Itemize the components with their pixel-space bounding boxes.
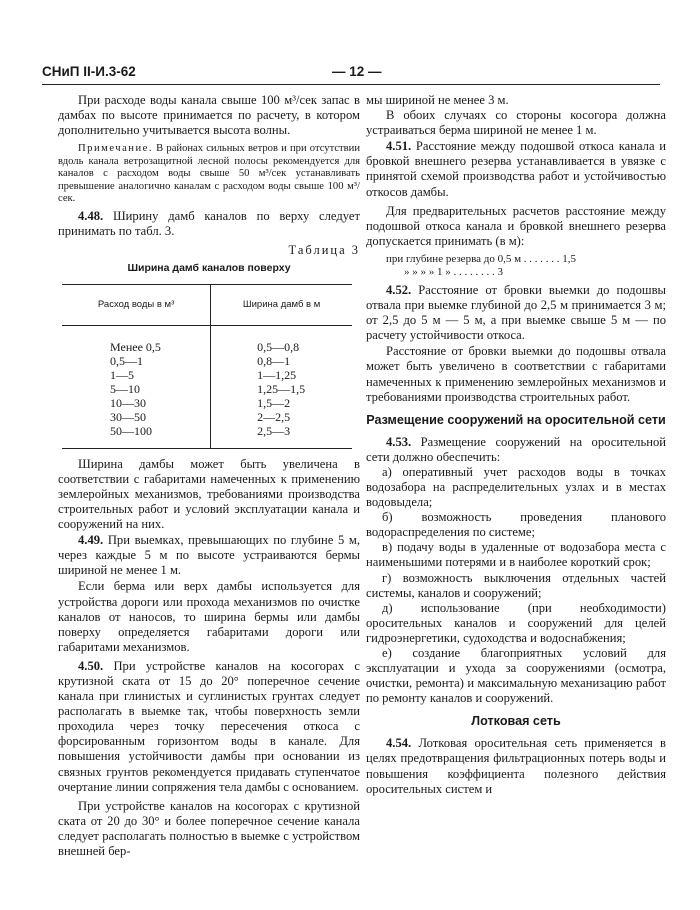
table-row: [62, 325, 352, 354]
dotted-line: » » » » 1 » . . . . . . . . 3: [404, 265, 503, 278]
paragraph: Расстояние от бровки выемки до подошвы отвала может быть увеличено в соответствии с габаритами намеченных к применению землеройных механизмов и требованиями производства строительных работ.: [366, 344, 666, 404]
section-number: 4.48.: [78, 209, 104, 224]
section-4-54: [366, 736, 666, 796]
table-header-width: Ширина дамб в м: [211, 284, 352, 325]
list-item: д) использование (при необходимости) оросительных каналов и сооружений для целей гидроэнергетики, судоходства и водоснабжения;: [366, 600, 666, 645]
note-text: В районах сильных ветров и при отсутствии вдоль канала ветрозащитной лесной полосы рекомендуется для каналов с расходом воды свыше 50 м³/сек устанавливать превышение аналогично каналам с расходом воды свыше 100 м³/сек.: [58, 143, 361, 204]
note-label: Примечание.: [78, 143, 153, 155]
table-row: [62, 396, 352, 410]
table-cell: 1—1,25: [211, 368, 352, 382]
note: [58, 143, 360, 205]
section-4-48: [58, 209, 360, 239]
table-row: [62, 354, 352, 368]
table-cell: 0,8—1: [211, 354, 352, 368]
page-header: [42, 64, 660, 85]
table-title: Ширина дамб каналов поверху: [127, 261, 291, 274]
section-text: При устройстве каналов на косогорах с крутизной ската от 15 до 20° поперечное сечение канала при глинистых и суглинистых грунтах следует располагать в выемке так, чтобы поверхность земли проходила через точку пересечения откоса с форсированным горизонтом воды в канале. Для повышения устойчивости дамбы при основании из связных грунтов рекомендуется придавать ступенчатое очертание линии сопряжения тела дамбы с основанием.: [58, 658, 360, 794]
table-row: [62, 382, 352, 396]
dam-width-table: [62, 284, 352, 449]
document-code: СНиП II-И.3-62: [42, 64, 136, 79]
table-row: [62, 424, 352, 449]
table-cell: 2,5—3: [211, 424, 352, 449]
table-caption: Таблица 3: [288, 242, 360, 257]
page-number: — 12 —: [332, 64, 382, 79]
section-4-53: [366, 435, 666, 465]
section-heading: Лотковая сеть: [471, 714, 561, 729]
section-number: 4.52.: [386, 282, 412, 297]
section-number: 4.54.: [386, 736, 412, 751]
paragraph: Для предварительных расчетов расстояние между подошвой откоса канала и бровкой внешнего резерва допускается принимать (в м):: [366, 203, 666, 248]
section-4-52: [366, 283, 666, 343]
list-item: е) создание благоприятных условий для эксплуатации и ухода за сооружениями (осмотра, очистки, ремонта) и максимальную механизацию работ по ремонту каналов и сооружений.: [366, 646, 666, 706]
section-4-51: [366, 139, 666, 199]
section-number: 4.50.: [78, 658, 104, 673]
table-cell: 1—5: [110, 367, 134, 382]
table-cell: 1,5—2: [211, 396, 352, 410]
table-cell: 5—10: [110, 381, 140, 396]
paragraph: Ширина дамбы может быть увеличена в соответствии с габаритами намеченных к применению землеройных механизмов, требованиями производства строительных работ и условий эксплуатации канала и сооружений на них.: [58, 456, 360, 532]
table-header-discharge: Расход воды в м³: [62, 284, 211, 325]
table-cell: 50—100: [62, 424, 211, 449]
table-cell: 0,5—1: [110, 353, 143, 368]
table-cell: 2—2,5: [211, 410, 352, 424]
section-heading: Размещение сооружений на оросительной сети: [366, 412, 666, 427]
table-cell: 30—50: [110, 409, 146, 424]
section-text: Расстояние между подошвой откоса канала и бровкой внешнего резерва устанавливается в увязке с принятой схемой производства работ и устойчивостью откосов дамбы.: [366, 139, 666, 199]
list-item: г) возможность выключения отдельных частей системы, каналов и сооружений;: [366, 570, 666, 600]
section-text: Размещение сооружений на оросительной сети должно обеспечить:: [366, 434, 666, 464]
paragraph: При расходе воды канала свыше 100 м³/сек запас в дамбах по высоте принимается по расчету, в котором дополнительно учитывается высота волны.: [58, 93, 360, 138]
requirements-list: [366, 465, 666, 707]
table-cell: Менее 0,5: [110, 339, 161, 354]
section-text: Ширину дамб каналов по верху следует принимать по табл. 3.: [58, 209, 360, 239]
dotted-line: при глубине резерва до 0,5 м . . . . . . . 1,5: [386, 252, 577, 265]
table-cell: 10—30: [110, 395, 146, 410]
section-text: При выемках, превышающих по глубине 5 м, через каждые 5 м по высоте устраиваются бермы шириной не менее 1 м.: [58, 533, 360, 578]
table-row: [62, 368, 352, 382]
list-item: б) возможность проведения планового водораспределения по системе;: [366, 510, 666, 540]
section-4-49: [58, 533, 360, 578]
section-number: 4.53.: [386, 434, 412, 449]
left-column: [58, 93, 360, 859]
section-4-50: [58, 659, 360, 795]
table-row: [62, 410, 352, 424]
paragraph: мы шириной не менее 3 м.: [366, 93, 509, 107]
table-cell: 1,25—1,5: [211, 382, 352, 396]
paragraph: В обоих случаях со стороны косогора должна устраиваться берма шириной не менее 1 м.: [366, 108, 666, 138]
list-item: а) оперативный учет расходов воды в точках водозабора на распределительных узлах и в местах водовыдела;: [366, 464, 666, 510]
table-cell: 0,5—0,8: [211, 325, 352, 354]
section-number: 4.51.: [386, 139, 412, 154]
section-text: Расстояние от бровки выемки до подошвы отвала при выемке глубиной до 2,5 м принимается 3 м; от 2,5 до 5 м — 5 м, а при выемке свыше 5 м — по расчету устойчивости откоса.: [366, 282, 666, 343]
paragraph: При устройстве каналов на косогорах с крутизной ската от 20 до 30° и более поперечное сечение канала следует располагать полностью в выемке с устройством внешней бер-: [58, 798, 360, 859]
right-column: [366, 93, 666, 797]
paragraph: Если берма или верх дамбы используется для устройства дороги или прохода механизмов по очистке каналов от наносов, то ширина бермы или дамбы поверху определяется габаритами дороги или габаритами механизмов.: [58, 579, 360, 654]
list-item: в) подачу воды в удаленные от водозабора места с наименьшими потерями и в наиболее короткий срок;: [366, 540, 666, 570]
section-number: 4.49.: [78, 533, 104, 548]
section-text: Лотковая оросительная сеть применяется в целях предотвращения фильтрационных потерь воды и повышения коэффициента полезного действия оросительных систем и: [366, 736, 666, 796]
